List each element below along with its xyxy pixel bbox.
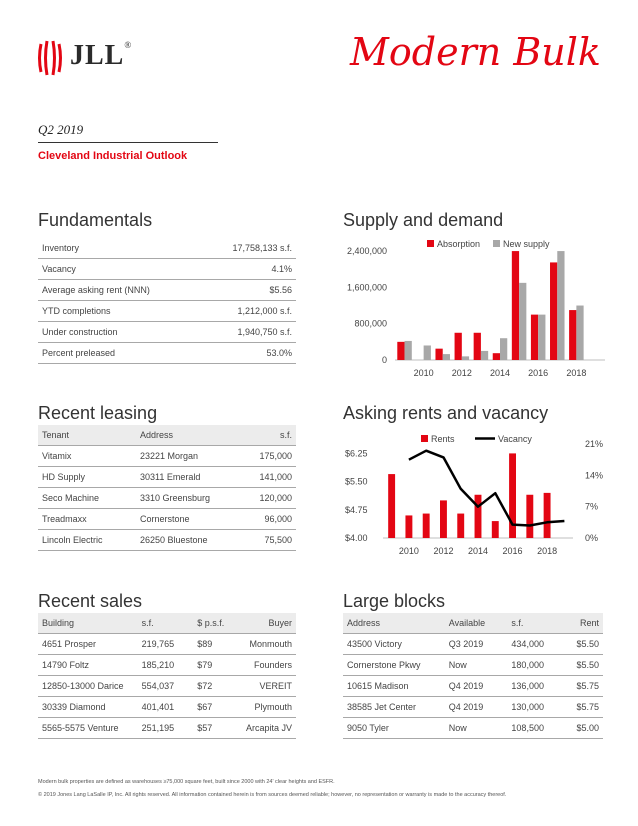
table-row bbox=[343, 655, 603, 676]
copyright: © 2019 Jones Lang LaSalle IP, Inc. All rights reserved. All information contained herein is from sources deemed reliable; however, no representation or warranty is made to the accuracy thereof. bbox=[38, 792, 507, 798]
table-cell: 3310 Greensburg bbox=[136, 488, 236, 509]
table-cell: 30311 Emerald bbox=[136, 467, 236, 488]
table-row bbox=[38, 238, 296, 259]
table-cell: $5.00 bbox=[565, 718, 603, 739]
table-cell: 30339 Diamond bbox=[38, 697, 138, 718]
table-row bbox=[38, 446, 296, 467]
table-cell: Q4 2019 bbox=[445, 676, 508, 697]
table-row bbox=[38, 259, 296, 280]
table-cell: 14790 Foltz bbox=[38, 655, 138, 676]
recent-sales-heading: Recent sales bbox=[38, 591, 143, 611]
report-period: Q2 2019 bbox=[38, 122, 84, 137]
table-row bbox=[38, 676, 296, 697]
bar-new-supply bbox=[443, 354, 450, 360]
table-cell: $5.75 bbox=[565, 697, 603, 718]
table-cell: Lincoln Electric bbox=[38, 530, 136, 551]
recent-leasing-heading: Recent leasing bbox=[38, 403, 158, 423]
fundamentals-table bbox=[38, 238, 296, 364]
bar-rents bbox=[492, 521, 499, 538]
bar-new-supply bbox=[481, 351, 488, 360]
bar-absorption bbox=[493, 353, 500, 360]
y-tick-label: 2,400,000 bbox=[346, 246, 387, 257]
bar-absorption bbox=[474, 333, 481, 360]
footnote: Modern bulk properties are defined as warehouses ≥75,000 square feet, built since 2000 with 24' clear heights and ESFR. bbox=[38, 779, 335, 785]
bar-new-supply bbox=[557, 251, 564, 360]
table-cell: 554,037 bbox=[138, 676, 194, 697]
table-row bbox=[38, 280, 296, 301]
table-cell: 141,000 bbox=[236, 467, 296, 488]
large-blocks-heading: Large blocks bbox=[343, 591, 446, 611]
metric-label: Average asking rent (NNN) bbox=[38, 280, 201, 301]
bar-absorption bbox=[569, 310, 576, 360]
column-header: Buyer bbox=[241, 613, 296, 634]
table-cell: 130,000 bbox=[507, 697, 564, 718]
table-row bbox=[38, 301, 296, 322]
line-vacancy bbox=[409, 451, 565, 526]
bar-rents bbox=[475, 495, 482, 538]
table-cell: 75,500 bbox=[236, 530, 296, 551]
bar-rents bbox=[388, 474, 395, 538]
x-tick-label: 2016 bbox=[528, 368, 549, 378]
table-cell: 43500 Victory bbox=[343, 634, 445, 655]
y-tick-label: 1,600,000 bbox=[346, 282, 387, 293]
y-right-tick-label: 0% bbox=[585, 533, 599, 543]
table-cell: 12850-13000 Darice bbox=[38, 676, 138, 697]
bar-absorption bbox=[435, 349, 442, 360]
table-cell: 26250 Bluestone bbox=[136, 530, 236, 551]
bar-new-supply bbox=[576, 306, 583, 360]
metric-label: Under construction bbox=[38, 322, 201, 343]
table-cell: 23221 Morgan bbox=[136, 446, 236, 467]
column-header: s.f. bbox=[236, 425, 296, 446]
table-cell: 136,000 bbox=[507, 676, 564, 697]
table-cell: Seco Machine bbox=[38, 488, 136, 509]
table-row bbox=[38, 634, 296, 655]
bar-absorption bbox=[397, 342, 404, 360]
table-cell: Vitamix bbox=[38, 446, 136, 467]
table-row bbox=[343, 697, 603, 718]
column-header: Rent bbox=[565, 613, 603, 634]
metric-label: YTD completions bbox=[38, 301, 201, 322]
x-tick-label: 2010 bbox=[413, 368, 434, 378]
supply-demand-chart bbox=[343, 232, 611, 382]
column-header: $ p.s.f. bbox=[193, 613, 241, 634]
y-right-tick-label: 7% bbox=[585, 501, 599, 512]
rents-vacancy-heading: Asking rents and vacancy bbox=[343, 403, 549, 423]
large-blocks-table bbox=[343, 613, 603, 739]
column-header: Address bbox=[136, 425, 236, 446]
x-tick-label: 2010 bbox=[398, 546, 419, 556]
table-cell: Founders bbox=[241, 655, 296, 676]
table-cell: 9050 Tyler bbox=[343, 718, 445, 739]
bar-new-supply bbox=[519, 283, 526, 360]
table-cell: Now bbox=[445, 718, 508, 739]
x-tick-label: 2018 bbox=[537, 546, 558, 556]
bar-rents bbox=[457, 514, 464, 538]
table-row bbox=[343, 676, 603, 697]
x-tick-label: 2014 bbox=[467, 546, 489, 556]
y-left-tick-label: $4.00 bbox=[345, 533, 368, 543]
divider bbox=[38, 142, 218, 143]
table-cell: 10615 Madison bbox=[343, 676, 445, 697]
y-tick-label: 0 bbox=[381, 355, 387, 365]
bar-rents bbox=[440, 500, 447, 538]
table-cell: Now bbox=[445, 655, 508, 676]
rents-vacancy-chart bbox=[343, 428, 611, 563]
bar-absorption bbox=[512, 251, 519, 360]
metric-value: 17,758,133 s.f. bbox=[201, 238, 296, 259]
report-subtitle: Cleveland Industrial Outlook bbox=[38, 150, 188, 162]
table-cell: VEREIT bbox=[241, 676, 296, 697]
metric-value: $5.56 bbox=[201, 280, 296, 301]
supply-demand-heading: Supply and demand bbox=[343, 210, 504, 230]
table-row bbox=[38, 343, 296, 364]
y-tick-label: 800,000 bbox=[354, 318, 387, 329]
bar-new-supply bbox=[405, 341, 412, 360]
metric-value: 1,940,750 s.f. bbox=[201, 322, 296, 343]
legend-swatch bbox=[421, 435, 428, 442]
table-cell: $89 bbox=[193, 634, 241, 655]
table-cell: 185,210 bbox=[138, 655, 194, 676]
column-header: Tenant bbox=[38, 425, 136, 446]
table-cell: $72 bbox=[193, 676, 241, 697]
column-header: s.f. bbox=[138, 613, 194, 634]
table-row bbox=[38, 530, 296, 551]
table-row bbox=[38, 488, 296, 509]
page-title: Modern Bulk bbox=[350, 30, 601, 74]
metric-value: 53.0% bbox=[201, 343, 296, 364]
table-cell: 5565-5575 Venture bbox=[38, 718, 138, 739]
table-cell: Q4 2019 bbox=[445, 697, 508, 718]
table-cell: $79 bbox=[193, 655, 241, 676]
bar-absorption bbox=[531, 315, 538, 360]
column-header: Available bbox=[445, 613, 508, 634]
metric-value: 4.1% bbox=[201, 259, 296, 280]
table-row bbox=[38, 509, 296, 530]
table-cell: Cornerstone bbox=[136, 509, 236, 530]
legend-label: Vacancy bbox=[498, 434, 532, 444]
column-header: Building bbox=[38, 613, 138, 634]
bar-rents bbox=[526, 495, 533, 538]
metric-label: Inventory bbox=[38, 238, 201, 259]
x-tick-label: 2018 bbox=[566, 368, 587, 378]
bar-new-supply bbox=[424, 345, 431, 360]
metric-label: Percent preleased bbox=[38, 343, 201, 364]
bar-rents bbox=[544, 493, 551, 538]
bar-new-supply bbox=[462, 356, 469, 360]
table-row bbox=[38, 322, 296, 343]
table-cell: $5.50 bbox=[565, 634, 603, 655]
table-cell: 219,765 bbox=[138, 634, 194, 655]
table-row bbox=[343, 718, 603, 739]
bar-absorption bbox=[455, 333, 462, 360]
recent-leasing-table bbox=[38, 425, 296, 551]
metric-label: Vacancy bbox=[38, 259, 201, 280]
logo-wordmark: JLL® bbox=[70, 40, 133, 71]
table-row bbox=[38, 697, 296, 718]
table-row bbox=[38, 655, 296, 676]
bar-new-supply bbox=[538, 315, 545, 360]
table-cell: 175,000 bbox=[236, 446, 296, 467]
legend-label: New supply bbox=[503, 239, 550, 249]
y-left-tick-label: $5.50 bbox=[345, 476, 368, 487]
table-cell: $57 bbox=[193, 718, 241, 739]
legend-label: Absorption bbox=[437, 239, 481, 249]
x-tick-label: 2014 bbox=[489, 368, 511, 378]
table-row bbox=[38, 467, 296, 488]
table-cell: Arcapita JV bbox=[241, 718, 296, 739]
table-cell: 251,195 bbox=[138, 718, 194, 739]
table-cell: Plymouth bbox=[241, 697, 296, 718]
bar-rents bbox=[423, 514, 430, 538]
legend-swatch bbox=[427, 240, 434, 247]
table-cell: $5.75 bbox=[565, 676, 603, 697]
table-cell: Treadmaxx bbox=[38, 509, 136, 530]
table-cell: Q3 2019 bbox=[445, 634, 508, 655]
legend-label: Rents bbox=[431, 434, 455, 444]
table-cell: 434,000 bbox=[507, 634, 564, 655]
y-left-tick-label: $6.25 bbox=[345, 448, 368, 459]
fundamentals-heading: Fundamentals bbox=[38, 210, 153, 230]
table-cell: 96,000 bbox=[236, 509, 296, 530]
bar-absorption bbox=[550, 262, 557, 360]
table-cell: 401,401 bbox=[138, 697, 194, 718]
table-row bbox=[38, 718, 296, 739]
y-left-tick-label: $4.75 bbox=[345, 504, 368, 515]
column-header: Address bbox=[343, 613, 445, 634]
table-cell: 4651 Prosper bbox=[38, 634, 138, 655]
table-cell: HD Supply bbox=[38, 467, 136, 488]
table-cell: 120,000 bbox=[236, 488, 296, 509]
x-tick-label: 2016 bbox=[502, 546, 523, 556]
bar-rents bbox=[405, 515, 412, 538]
table-cell: 180,000 bbox=[507, 655, 564, 676]
table-cell: 38585 Jet Center bbox=[343, 697, 445, 718]
y-right-tick-label: 14% bbox=[585, 470, 604, 481]
recent-sales-table bbox=[38, 613, 296, 739]
x-tick-label: 2012 bbox=[433, 546, 454, 556]
x-tick-label: 2012 bbox=[451, 368, 472, 378]
y-right-tick-label: 21% bbox=[585, 439, 604, 449]
table-cell: $5.50 bbox=[565, 655, 603, 676]
legend-swatch bbox=[493, 240, 500, 247]
bar-new-supply bbox=[500, 338, 507, 360]
table-cell: 108,500 bbox=[507, 718, 564, 739]
metric-value: 1,212,000 s.f. bbox=[201, 301, 296, 322]
column-header: s.f. bbox=[507, 613, 564, 634]
table-cell: Cornerstone Pkwy bbox=[343, 655, 445, 676]
table-cell: $67 bbox=[193, 697, 241, 718]
table-row bbox=[343, 634, 603, 655]
jll-logo-icon bbox=[38, 38, 64, 78]
table-cell: Monmouth bbox=[241, 634, 296, 655]
